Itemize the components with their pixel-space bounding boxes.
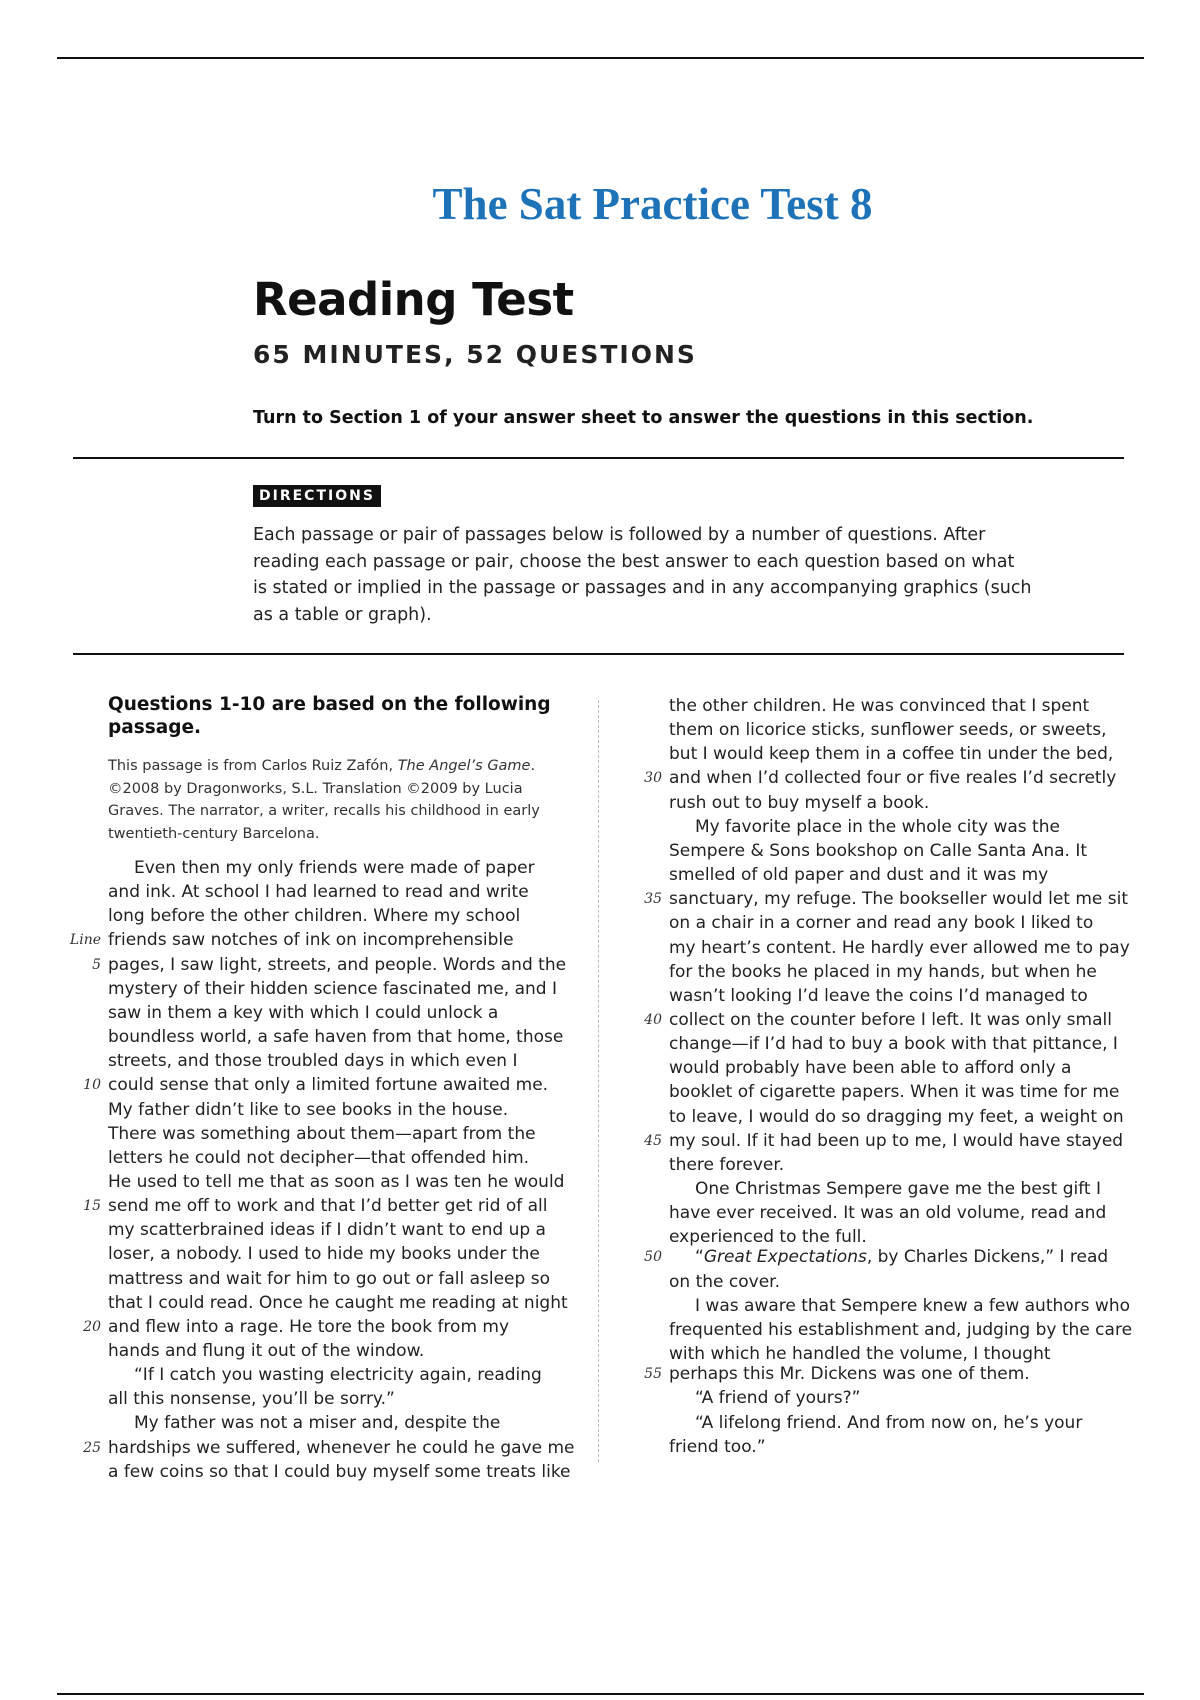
passage-line: friends saw notches of ink on incomprehensible [108, 930, 514, 951]
source-suffix: . ©2008 by Dragonworks, S.L. Translation ©2009 by Lucia Graves. The narrator, a writer, recalls his childhood in early twentieth-century Barcelona. [108, 758, 540, 842]
line-number: 35 [644, 891, 662, 908]
passage-line: experienced to the full. [669, 1227, 867, 1248]
passage-line: mystery of their hidden science fascinated me, and I [108, 978, 558, 999]
passage-line: to leave, I would do so dragging my feet, a weight on [669, 1106, 1124, 1127]
passage-line: my scatterbrained ideas if I didn’t want to end up a [108, 1220, 546, 1241]
passage-line: He used to tell me that as soon as I was ten he would [108, 1171, 565, 1192]
line-number: 10 [83, 1077, 101, 1094]
passage-line: “A friend of yours?” [695, 1388, 861, 1409]
passage-line: and flew into a rage. He tore the book from my [108, 1316, 510, 1337]
passage-line: “A lifelong friend. And from now on, he’s your [695, 1412, 1083, 1433]
passage-line: Even then my only friends were made of paper [134, 858, 535, 878]
passage-line: hardships we suffered, whenever he could he gave me [108, 1437, 575, 1458]
directions-label: DIRECTIONS [253, 485, 381, 507]
document-title: The Sat Practice Test 8 [432, 179, 873, 229]
passage-line: but I would keep them in a coffee tin under the bed, [669, 744, 1114, 765]
passage-line: loser, a nobody. I used to hide my books under the [108, 1244, 540, 1265]
passage-line: on the cover. [669, 1271, 780, 1292]
passage-line: could sense that only a limited fortune awaited me. [108, 1075, 549, 1096]
source-prefix: This passage is from Carlos Ruiz Zafón, [108, 758, 398, 774]
line-number: 15 [83, 1198, 101, 1215]
passage-line: frequented his establishment and, judging by the care [669, 1319, 1133, 1340]
line-number: 40 [644, 1011, 662, 1028]
passage-line: have ever received. It was an old volume, read and [669, 1203, 1107, 1224]
questions-heading: Questions 1-10 are based on the following passage. [108, 694, 551, 738]
passage-line: wasn’t looking I’d leave the coins I’d managed to [669, 985, 1088, 1006]
passage-line: collect on the counter before I left. It was only small [669, 1009, 1112, 1030]
passage-line: streets, and those troubled days in which even I [108, 1051, 518, 1072]
test-name: Reading Test [253, 273, 574, 326]
section-divider-bottom [73, 653, 1124, 655]
passage-line: Sempere & Sons bookshop on Calle Santa Ana. It [669, 840, 1088, 861]
passage-line: and ink. At school I had learned to read and write [108, 882, 529, 903]
passage-line: booklet of cigarette papers. When it was time for me [669, 1082, 1120, 1103]
passage-line: them on licorice sticks, sunflower seeds, or sweets, [669, 720, 1107, 741]
line-number: 5 [92, 956, 101, 973]
passage-line: the other children. He was convinced that I spent [669, 696, 1090, 716]
line-number: 30 [644, 770, 662, 787]
passage-line: letters he could not decipher—that offended him. [108, 1147, 530, 1168]
passage-line: that I could read. Once he caught me reading at night [108, 1292, 568, 1313]
passage-line: I was aware that Sempere knew a few authors who [695, 1295, 1131, 1316]
passage-line: my soul. If it had been up to me, I would have stayed [669, 1130, 1124, 1151]
passage-line: One Christmas Sempere gave me the best gift I [695, 1179, 1101, 1199]
passage-line: My father didn’t like to see books in the house. [108, 1099, 509, 1120]
passage-line: and when I’d collected four or five reales I’d secretly [669, 768, 1117, 789]
bottom-rule [57, 1693, 1144, 1695]
test-meta: 65 MINUTES, 52 QUESTIONS [253, 340, 697, 369]
book-title: Great Expectations [703, 1247, 867, 1268]
passage-line: There was something about them—apart from the [108, 1123, 536, 1144]
line-number: 45 [644, 1132, 662, 1149]
passage-line: a few coins so that I could buy myself some treats like [108, 1461, 571, 1482]
passage-line: saw in them a key with which I could unlock a [108, 1002, 499, 1023]
passage-line: sanctuary, my refuge. The bookseller would let me sit [669, 889, 1129, 910]
top-rule [57, 57, 1144, 59]
passage-line: change—if I’d had to buy a book with that pittance, I [669, 1034, 1118, 1055]
line-number: 25 [83, 1439, 101, 1456]
passage-line: with which he handled the volume, I thought [669, 1344, 1051, 1365]
passage-line: long before the other children. Where my school [108, 906, 521, 927]
line-number: 55 [644, 1366, 662, 1383]
passage-line: perhaps this Mr. Dickens was one of them. [669, 1364, 1030, 1385]
passage-line: smelled of old paper and dust and it was my [669, 865, 1049, 886]
passage-line: “Great Expectations, by Charles Dickens,” I read [695, 1247, 1109, 1268]
source-book-title: The Angel’s Game [397, 758, 531, 774]
passage-line: pages, I saw light, streets, and people. Words and the [108, 954, 567, 975]
passage-source [108, 755, 578, 845]
passage-line: would probably have been able to afford only a [669, 1058, 1072, 1079]
line-number: 20 [83, 1318, 101, 1335]
passage-line: boundless world, a safe haven from that home, those [108, 1027, 564, 1048]
passage-line: for the books he placed in my hands, but when he [669, 961, 1097, 982]
passage-line: send me off to work and that I’d better get rid of all [108, 1196, 548, 1217]
passage-line: on a chair in a corner and read any book I liked to [669, 913, 1094, 934]
passage-line: My favorite place in the whole city was the [695, 816, 1060, 837]
passage-line: all this nonsense, you’ll be sorry.” [108, 1389, 395, 1410]
column-divider [598, 700, 599, 1462]
passage-line: mattress and wait for him to go out or fall asleep so [108, 1268, 550, 1289]
directions-text: Each passage or pair of passages below is followed by a number of questions. After reading each passage or pair, choose the best answer to each question based on what is stated or implied in the passage or passages and in any accompanying graphics (such as a table or graph). [253, 525, 1032, 625]
passage-line: rush out to buy myself a book. [669, 792, 930, 813]
passage-line: there forever. [669, 1154, 785, 1175]
passage-line: my heart’s content. He hardly ever allowed me to pay [669, 937, 1130, 958]
line-label: Line [69, 932, 101, 949]
section-divider-top [73, 457, 1124, 459]
passage-line: friend too.” [669, 1436, 766, 1457]
section-instruction: Turn to Section 1 of your answer sheet to answer the questions in this section. [253, 408, 1034, 428]
passage-line: My father was not a miser and, despite the [134, 1413, 501, 1434]
passage-line: hands and flung it out of the window. [108, 1341, 425, 1361]
passage-line: “If I catch you wasting electricity again, reading [134, 1365, 542, 1386]
line-number: 50 [644, 1249, 662, 1266]
